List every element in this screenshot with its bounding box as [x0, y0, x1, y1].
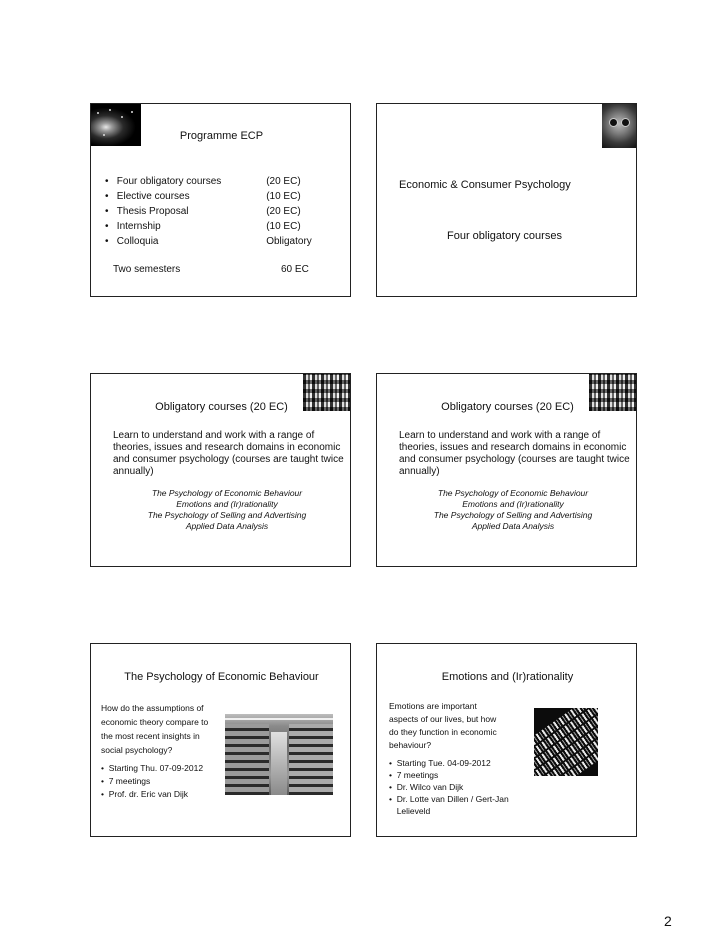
list-item: Emotions and (Ir)rationality	[462, 499, 564, 509]
list-item: • Dr. Wilco van Dijk	[389, 782, 464, 792]
slide-emotions-irrationality	[376, 643, 637, 837]
list-item: • Elective courses (10 EC)	[105, 191, 301, 202]
course-list	[105, 174, 335, 249]
list-item: Emotions and (Ir)rationality	[176, 499, 278, 509]
list-item: • Starting Tue. 04-09-2012	[389, 758, 491, 768]
slide-obligatory-courses	[90, 373, 351, 567]
slide-body: Learn to understand and work with a range of theories, issues and research domains in economic and consumer psychology (courses are taught twice annually)	[113, 430, 344, 477]
slide-title: Programme ECP	[179, 130, 264, 142]
robot-head-image	[602, 104, 636, 148]
list-item: • Internship (10 EC)	[105, 221, 301, 232]
list-item: • Starting Thu. 07-09-2012	[101, 763, 204, 773]
slide-economic-consumer-psychology	[376, 103, 637, 297]
bullet-list	[389, 757, 514, 817]
slide-obligatory-courses-copy	[376, 373, 637, 567]
list-item: • Colloquia Obligatory	[105, 236, 312, 247]
list-item: • Four obligatory courses (20 EC)	[105, 176, 301, 187]
summary-value: 60 EC	[281, 264, 309, 275]
list-item: The Psychology of Selling and Advertising	[147, 510, 307, 520]
list-item: • 7 meetings	[101, 776, 151, 786]
supermarket-aisle-image	[225, 714, 333, 795]
list-item: • 7 meetings	[389, 770, 439, 780]
slide-question: How do the assumptions of economic theory compare to the most recent insights in social psychology?	[101, 703, 209, 755]
slide-programme-ecp	[90, 103, 351, 297]
slide-question: Emotions are important aspects of our lives, but how do they function in economic behaviour?	[389, 701, 497, 750]
slide-title: Obligatory courses (20 EC)	[155, 401, 288, 413]
list-item: The Psychology of Economic Behaviour	[151, 488, 303, 498]
slide-title: The Psychology of Economic Behaviour	[124, 671, 319, 683]
list-item: The Psychology of Economic Behaviour	[437, 488, 589, 498]
list-item: The Psychology of Selling and Advertising	[433, 510, 593, 520]
letters-image	[534, 708, 598, 776]
slide-title: Emotions and (Ir)rationality	[441, 671, 574, 683]
list-item: Applied Data Analysis	[185, 521, 269, 531]
list-item: • Thesis Proposal (20 EC)	[105, 206, 301, 217]
page-number: 2	[664, 913, 672, 929]
slide-psychology-economic-behaviour	[90, 643, 351, 837]
slide-title: Economic & Consumer Psychology	[399, 179, 571, 191]
list-item: • Dr. Lotte van Dillen / Gert-Jan Lelieveld	[389, 794, 509, 816]
bullet-list	[101, 762, 221, 801]
list-item: Applied Data Analysis	[471, 521, 555, 531]
slide-title: Obligatory courses (20 EC)	[441, 401, 574, 413]
slide-body: Learn to understand and work with a range of theories, issues and research domains in economic and consumer psychology (courses are taught twice annually)	[399, 430, 630, 477]
slide-subtitle: Four obligatory courses	[447, 230, 562, 242]
course-names	[91, 488, 363, 532]
summary-label: Two semesters	[113, 264, 181, 275]
list-item: • Prof. dr. Eric van Dijk	[101, 789, 189, 799]
course-names	[377, 488, 649, 532]
